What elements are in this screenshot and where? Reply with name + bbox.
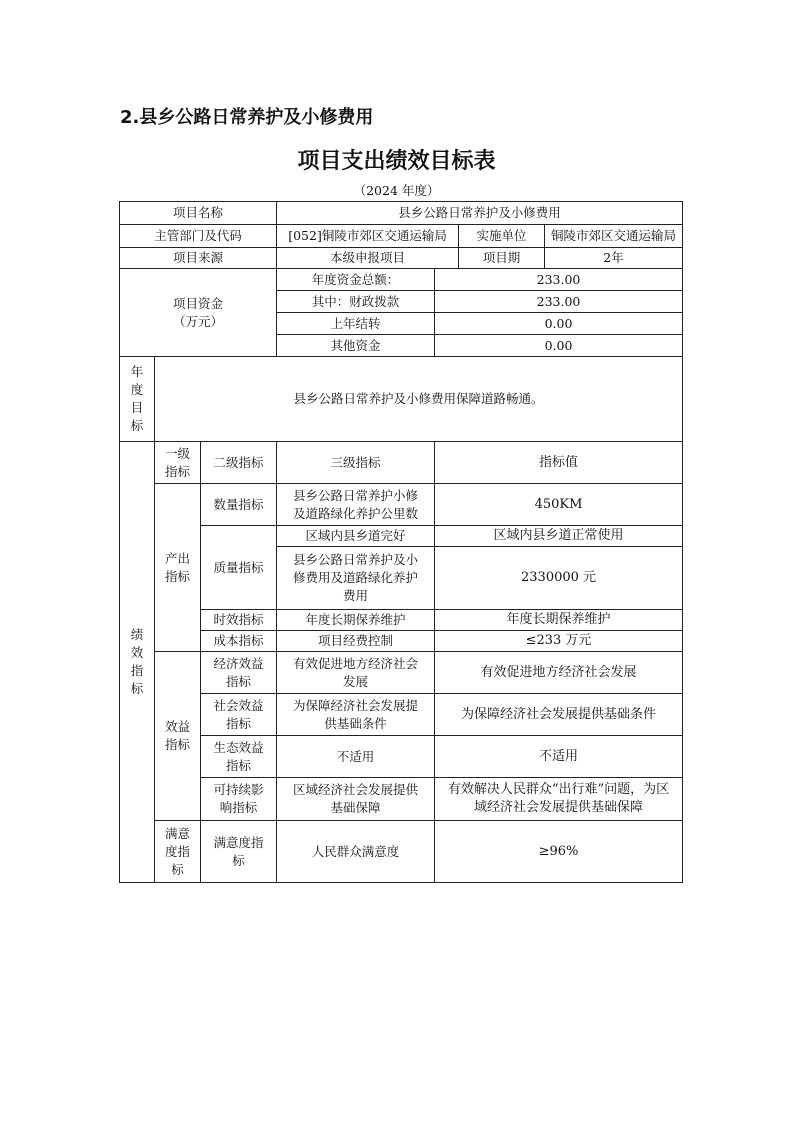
dept-value: [052]铜陵市郊区交通运输局 [277,225,459,248]
funds-item-label: 其他资金 [277,335,435,357]
funds-item-value: 0.00 [435,313,683,335]
text-line: 生态效益 [213,739,264,755]
text-line: 可持续影 [213,782,264,797]
funds-item-label: 上年结转 [277,313,435,335]
text-line: 指标 [226,673,252,689]
table-row [120,269,683,291]
table-row [120,484,683,526]
funds-label [120,269,277,357]
funds-item-label: 其中：财政拨款 [277,291,435,313]
period-label: 项目期 [459,248,545,269]
text-line: 指标 [164,463,190,479]
text-line: 响指标 [219,800,258,815]
sustainable-value [435,778,683,821]
table-row [120,652,683,694]
quality-value: 区域内县乡道正常使用 [435,526,683,547]
text-line: 供基础条件 [324,715,387,731]
output-label [155,484,201,652]
quality-item: 区域内县乡道完好 [277,526,435,547]
cost-label: 成本指标 [201,631,277,652]
table-row [120,248,683,269]
funds-item-value: 233.00 [435,269,683,291]
table-row [120,736,683,778]
funds-item-value: 233.00 [435,291,683,313]
table-row [120,526,683,547]
text-line: 满意 [164,825,190,841]
header-value: 指标值 [435,442,683,484]
text-line: 县乡公路日常养护及小 [293,552,419,567]
text-line: 标 [232,852,245,868]
quality-label: 质量指标 [201,526,277,610]
quality-value: 2330000 元 [435,547,683,610]
cost-item: 项目经费控制 [277,631,435,652]
text-line: 指标 [226,757,252,773]
project-name-value: 县乡公路日常养护及小修费用 [277,202,683,225]
table-row [120,694,683,736]
economic-item [277,652,435,694]
text-line: 基础保障 [330,800,381,815]
source-value: 本级申报项目 [277,248,459,269]
text-line: 及道路绿化养护公里数 [293,505,419,521]
funds-label-line2: （万元） [173,313,224,329]
project-name-label: 项目名称 [120,202,277,225]
impl-label: 实施单位 [459,225,545,248]
text-line: 满意度指 [213,834,264,850]
text-line: 度指 [164,843,190,859]
label-char: 标 [130,418,144,433]
text-line: 有效促进地方经济社会 [293,655,419,671]
satisfaction-value: ≥96% [435,821,683,883]
section-heading: 2.县乡公路日常养护及小修费用 [120,107,374,128]
label-char: 目 [130,400,144,415]
perf-label [120,442,155,883]
text-line: 指标 [164,568,190,584]
social-label [201,694,277,736]
performance-table [119,201,683,883]
table-row [120,442,683,484]
quantity-label: 数量指标 [201,484,277,526]
satisfaction-sub-label [201,821,277,883]
text-line: 指标 [226,715,252,731]
text-line: 效益 [164,719,190,734]
impl-value: 铜陵市郊区交通运输局 [545,225,683,248]
funds-item-value: 0.00 [435,335,683,357]
label-char: 度 [130,382,144,397]
ecological-value [435,736,683,778]
text-line: 有效解决人民群众“出行难”问题，为区 [447,782,670,797]
quality-item [277,547,435,610]
text-line: 指标 [164,737,190,752]
satisfaction-item: 人民群众满意度 [277,821,435,883]
annual-goal-text: 县乡公路日常养护及小修费用保障道路畅通。 [155,357,683,442]
quantity-value: 450KM [435,484,683,526]
label-char: 绩 [130,627,144,642]
label-char: 指 [130,663,144,678]
source-label: 项目来源 [120,248,277,269]
label-char: 标 [130,681,144,696]
header-level3: 三级指标 [277,442,435,484]
table-row [120,610,683,631]
table-year: （2024 年度） [353,183,440,198]
text-line: 县乡公路日常养护小修 [293,487,419,503]
ecological-item [277,736,435,778]
economic-label [201,652,277,694]
social-item [277,694,435,736]
period-value: 2年 [545,248,683,269]
cost-value: ≤233 万元 [435,631,683,652]
satisfaction-label [155,821,201,883]
quantity-item [277,484,435,526]
funds-item-label: 年度资金总额： [277,269,435,291]
text-line: 发展 [343,673,369,689]
text-line: 域经济社会发展提供基础保障 [474,800,644,815]
header-level1 [155,442,201,484]
annual-goal-label [120,357,155,442]
text-line: 费用 [343,588,369,603]
label-char: 效 [130,645,144,660]
text-line: 产出 [164,550,190,566]
header-level2: 二级指标 [201,442,277,484]
table-row [120,778,683,821]
text-line: 为保障经济社会发展提 [293,697,419,713]
text-line: 不适用 [539,748,579,764]
table-row [120,357,683,442]
sustainable-item [277,778,435,821]
sustainable-label [201,778,277,821]
table-row [120,821,683,883]
benefit-label [155,652,201,821]
text-line: 区域经济社会发展提供 [293,782,419,797]
text-line: 不适用 [336,748,375,764]
text-line: 一级 [164,445,190,461]
ecological-label [201,736,277,778]
text-line: 标 [171,861,184,877]
table-row [120,225,683,248]
timeliness-value: 年度长期保养维护 [435,610,683,631]
table-row [120,202,683,225]
dept-label: 主管部门及代码 [120,225,277,248]
text-line: 经济效益 [213,655,264,671]
text-line: 修费用及道路绿化养护 [293,570,419,585]
text-line: 为保障经济社会发展提供基础条件 [461,706,657,722]
timeliness-label: 时效指标 [201,610,277,631]
label-char: 年 [130,364,144,379]
text-line: 社会效益 [213,697,264,713]
table-title: 项目支出绩效目标表 [297,149,496,174]
text-line: 有效促进地方经济社会发展 [480,664,637,680]
economic-value [435,652,683,694]
social-value [435,694,683,736]
timeliness-item: 年度长期保养维护 [277,610,435,631]
table-row [120,631,683,652]
funds-label-line1: 项目资金 [173,295,224,311]
